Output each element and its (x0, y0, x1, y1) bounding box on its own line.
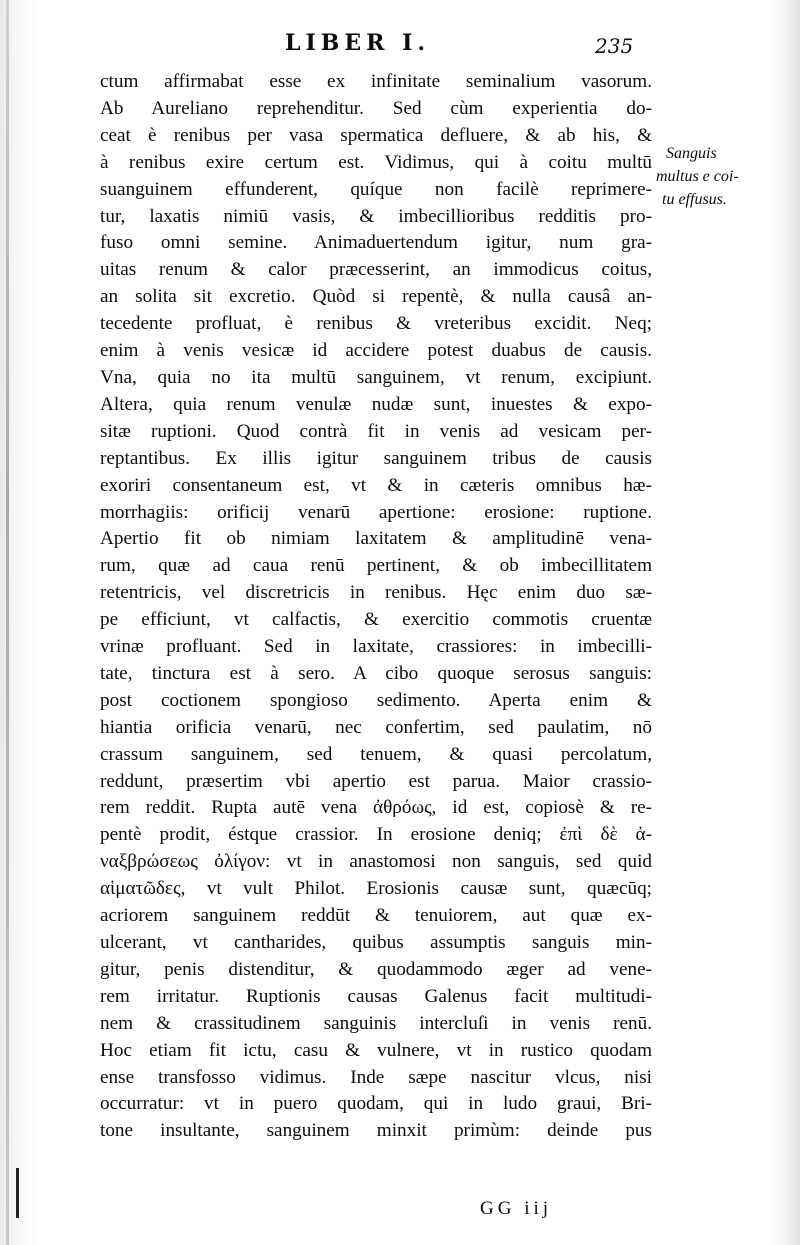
marginal-note-line: multus e coi- (656, 168, 739, 185)
text-line: ctum affirmabat esse ex infinitate seminalium vasorum. (100, 71, 652, 92)
text-line: pentè prodit, éstque crassior. In erosione deniq; ἐπὶ δὲ ἀ- (100, 824, 652, 846)
text-line: hiantia orificia venarū, nec confertim, sed paulatim, nō (100, 716, 652, 738)
text-line: sitæ ruptioni. Quod contrà fit in venis ad vesicam per- (100, 420, 652, 442)
text-line: tone insultante, sanguinem minxit primùm: deinde pus (100, 1120, 652, 1142)
text-line: tur, laxatis nimiū vasis, & imbecillioribus redditis pro- (100, 205, 652, 227)
text-line: nem & crassitudinem sanguinis intercluſi in venis renū. (100, 1012, 652, 1034)
text-line: Vna, quia no ita multū sanguinem, vt renum, excipiunt. (100, 366, 652, 388)
text-line: uitas renum & calor præcesserint, an immodicus coitus, (100, 259, 652, 281)
text-line: suanguinem effunderent, quíque non facilè reprimere- (100, 178, 652, 200)
text-line: post coctionem spongioso sedimento. Aperta enim & (100, 689, 652, 711)
text-line: ulcerant, vt cantharides, quibus assumptis sanguis min- (100, 932, 652, 953)
text-line: an solita sit excretio. Quòd si repentè, & nulla causâ an- (100, 286, 652, 308)
text-line: fuso omni semine. Animaduertendum igitur, num gra- (100, 232, 652, 254)
text-line: ceat è renibus per vasa spermatica defluere, & ab his, & (100, 124, 652, 146)
text-line: rem irritatur. Ruptionis causas Galenus facit multitudi- (100, 985, 652, 1007)
text-line: rum, quæ ad caua renū pertinent, & ob imbecillitatem (100, 555, 652, 577)
text-line: Ab Aureliano reprehenditur. Sed cùm experientia do- (100, 97, 652, 119)
text-line: tate, tinctura est à sero. A cibo quoque serosus sanguis: (100, 662, 652, 684)
text-line: ense transfosso vidimus. Inde sæpe nascitur vlcus, nisi (100, 1066, 652, 1088)
text-line: ναξβρώσεως ὀλίγον: vt in anastomosi non sanguis, sed quid (100, 851, 652, 873)
text-line: pe efficiunt, vt calfactis, & exercitio commotis cruentæ (100, 609, 652, 631)
text-line: vrinæ profluant. Sed in laxitate, crassiores: in imbecilli- (100, 636, 652, 658)
text-line: αἱματῶδες, vt vult Philot. Erosionis causæ sunt, quæcūq; (100, 878, 652, 900)
text-line: retentricis, vel discretricis in renibus. Hęc enim duo sæ- (100, 582, 652, 604)
text-line: morrhagiis: orificij venarū apertione: erosione: ruptione. (100, 501, 652, 523)
text-line: Apertio fit ob nimiam laxitatem & amplitudinē vena- (100, 528, 652, 550)
gutter-mark (16, 1168, 19, 1218)
marginal-note-line: tu effusus. (662, 191, 727, 208)
text-line: reddunt, præsertim vbi apertio est parua. Maior crassio- (100, 770, 652, 792)
text-line: Altera, quia renum venulæ nudæ sunt, inuestes & expo- (100, 393, 652, 415)
text-line: rem reddit. Rupta autē vena ἀθρόως, id est, copiosè & re- (100, 797, 652, 819)
body-text (100, 69, 652, 1145)
text-line: acriorem sanguinem reddūt & tenuiorem, aut quæ ex- (100, 905, 652, 927)
text-line: exoriri consentaneum est, vt & in cæteris omnibus hæ- (100, 474, 652, 496)
signature-mark: GG iij (480, 1198, 553, 1219)
text-line: à renibus exire certum est. Vidimus, qui à coitu multū (100, 151, 652, 173)
text-line: gitur, penis distenditur, & quodammodo æger ad vene- (100, 958, 652, 980)
page-number: 235 (595, 34, 634, 58)
gutter-shadow (6, 0, 9, 1245)
text-line: reptantibus. Ex illis igitur sanguinem tribus de causis (100, 447, 652, 469)
text-line: tecedente profluat, è renibus & vreteribus excidit. Neq; (100, 313, 652, 335)
text-line: crassum sanguinem, sed tenuem, & quasi percolatum, (100, 743, 652, 765)
marginal-note (656, 142, 796, 211)
running-head: LIBER I. (285, 30, 431, 56)
text-line: Hoc etiam fit ictu, casu & vulnere, vt in rustico quodam (100, 1039, 652, 1061)
marginal-note-line: Sanguis (666, 145, 717, 162)
text-line: enim à venis vesicæ id accidere potest duabus de causis. (100, 340, 652, 362)
text-line: occurratur: vt in puero quodam, qui in ludo graui, Bri- (100, 1093, 652, 1115)
